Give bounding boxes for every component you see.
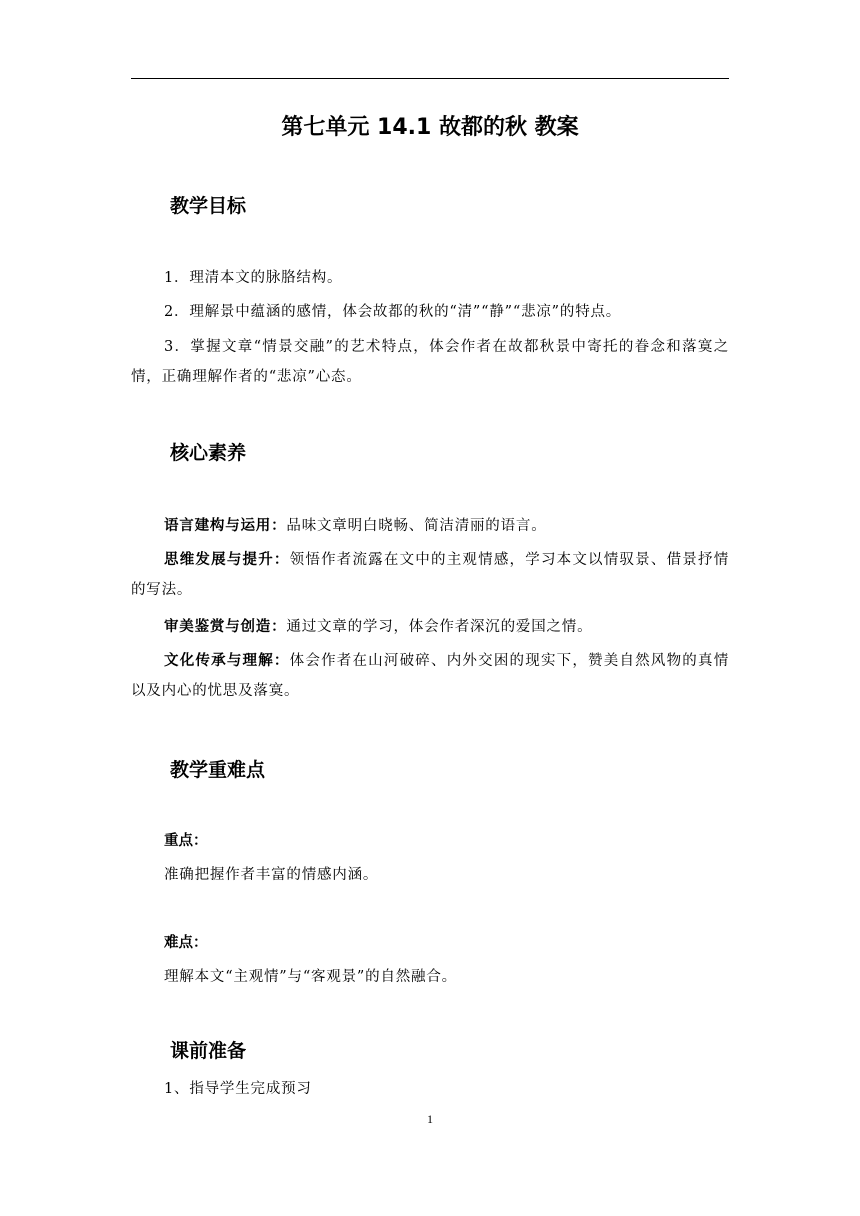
objective-item: 3．掌握文章“情景交融”的艺术特点，体会作者在故都秋景中寄托的眷念和落寞之情，正确理解作者的“悲凉”心态。 (131, 339, 729, 385)
literacy-item-lead: 思维发展与提升： (164, 552, 290, 568)
literacy-item-text: 领悟作者流露在文中的主观情感，学习本文以情驭景、借景抒情的写法。 (131, 552, 729, 598)
literacy-item-lead: 语言建构与运用： (164, 518, 287, 534)
objective-item: 2．理解景中蕴涵的感情，体会故都的秋的“清”“静”“悲凉”的特点。 (164, 304, 622, 320)
literacy-item-text: 通过文章的学习，体会作者深沉的爱国之情。 (286, 619, 593, 635)
literacy-item (131, 612, 729, 642)
section-heading-key-points: 教学重难点 (170, 759, 266, 781)
literacy-item (131, 511, 729, 541)
header-rule (131, 78, 729, 79)
literacy-item-lead: 审美鉴赏与创造： (164, 619, 287, 635)
section-heading-objectives: 教学目标 (170, 195, 247, 217)
preparation-item: 1、指导学生完成预习 (164, 1081, 312, 1097)
literacy-item (131, 646, 729, 706)
focus-text: 准确把握作者丰富的情感内涵。 (164, 867, 379, 883)
difficulty-text: 理解本文“主观情”与“客观景”的自然融合。 (164, 969, 457, 985)
objective-item: 1．理清本文的脉胳结构。 (164, 270, 343, 286)
literacy-item-lead: 文化传承与理解： (164, 653, 290, 669)
difficulty-label: 难点： (164, 935, 208, 951)
document-title: 第七单元 14.1 故都的秋 教案 (281, 115, 579, 140)
section-heading-preparation: 课前准备 (170, 1040, 247, 1062)
literacy-item-text: 品味文章明白晓畅、简洁清丽的语言。 (286, 518, 547, 534)
literacy-item-text: 体会作者在山河破碎、内外交困的现实下，赞美自然风物的真情以及内心的忧思及落寞。 (131, 653, 729, 699)
section-heading-literacy: 核心素养 (170, 442, 247, 464)
literacy-item (131, 545, 729, 605)
focus-label: 重点： (164, 833, 208, 849)
page-number: 1 (427, 1112, 433, 1126)
